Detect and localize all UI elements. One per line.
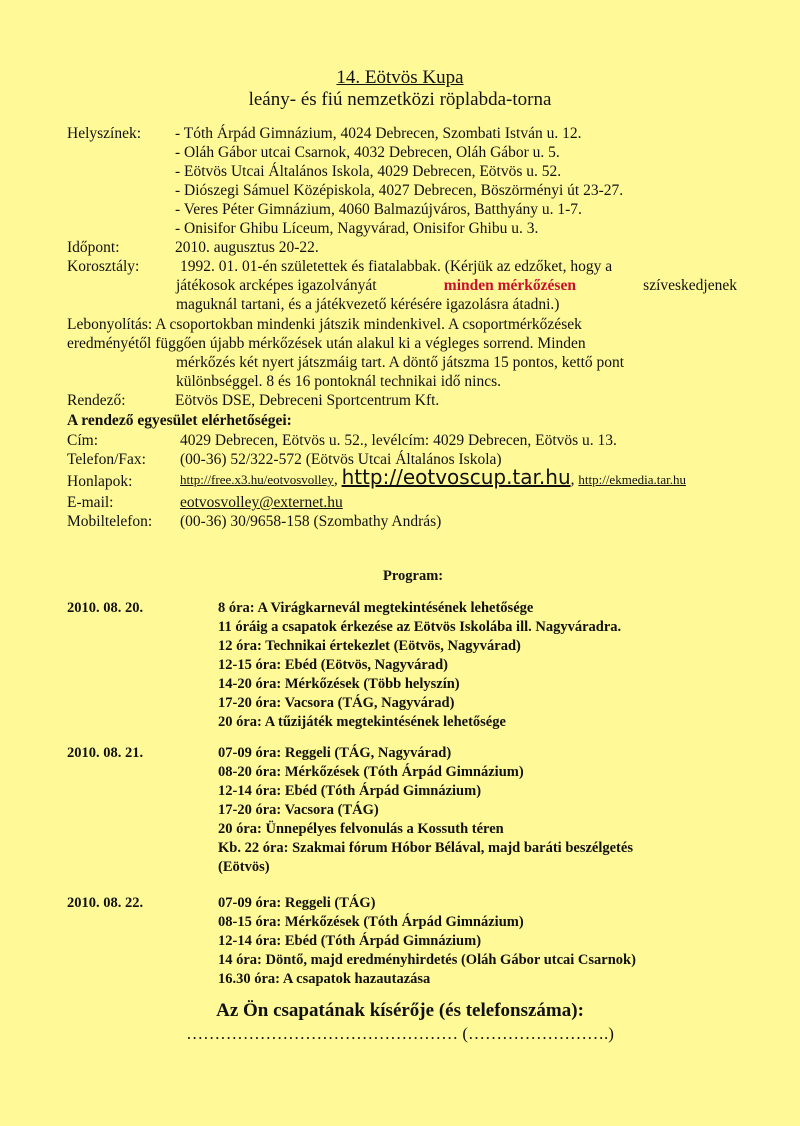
age-text-part: szíveskedjenek — [643, 277, 737, 294]
email-label: E-mail: — [67, 494, 114, 511]
link-separator: , — [570, 471, 575, 488]
program-item: 20 óra: A tűzijáték megtekintésének lehetősége — [218, 714, 506, 730]
program-item: 08-15 óra: Mérkőzések (Tóth Árpád Gimnázium) — [218, 914, 524, 930]
page-title: 14. Eötvös Kupa — [336, 67, 464, 88]
address-label: Cím: — [67, 432, 99, 449]
format-line: eredményétől függően újabb mérkőzések után alakul ki a végleges sorrend. Minden — [67, 335, 586, 352]
program-item: (Eötvös) — [218, 859, 270, 875]
phone-label: Telefon/Fax: — [67, 451, 146, 468]
contacts-heading: A rendező egyesület elérhetőségei: — [67, 412, 292, 429]
address-value: 4029 Debrecen, Eötvös u. 52., levélcím: 4029 Debrecen, Eötvös u. 13. — [180, 432, 617, 449]
highlight-every-match: minden mérkőzésen — [443, 277, 576, 294]
program-item: 12-15 óra: Ebéd (Eötvös, Nagyvárad) — [218, 657, 448, 673]
mobile-value: (00-36) 30/9658-158 (Szombathy András) — [180, 513, 442, 530]
phone-value: (00-36) 52/322-572 (Eötvös Utcai Általános Iskola) — [180, 451, 502, 468]
link-separator: , — [333, 471, 338, 488]
venues-label: Helyszínek: — [67, 125, 142, 142]
page-subtitle: leány- és fiú nemzetközi röplabda-torna — [248, 89, 552, 110]
age-label: Korosztály: — [67, 258, 140, 275]
program-item: 07-09 óra: Reggeli (TÁG) — [218, 895, 376, 911]
organizer-label: Rendező: — [67, 392, 126, 409]
escort-blank-field: ………………………………………… (…………………….) — [186, 1024, 614, 1043]
web-label: Honlapok: — [67, 473, 133, 490]
program-item: 07-09 óra: Reggeli (TÁG, Nagyvárad) — [218, 745, 452, 761]
program-heading: Program: — [383, 568, 444, 584]
program-day-date: 2010. 08. 20. — [67, 600, 144, 616]
venue-line: - Eötvös Utcai Általános Iskola, 4029 Debrecen, Eötvös u. 52. — [175, 163, 562, 180]
program-item: 17-20 óra: Vacsora (TÁG) — [218, 802, 379, 818]
mobile-label: Mobiltelefon: — [67, 513, 153, 530]
format-line: különbséggel. 8 és 16 pontoknál technikai idő nincs. — [176, 373, 502, 390]
date-value: 2010. augusztus 20-22. — [175, 239, 319, 256]
venue-line: - Diószegi Sámuel Középiskola, 4027 Debrecen, Böszörményi út 23-27. — [175, 182, 624, 199]
web-links — [180, 465, 686, 489]
escort-question: Az Ön csapatának kísérője (és telefonszáma): — [216, 1000, 584, 1021]
program-item: 16.30 óra: A csapatok hazautazása — [218, 971, 431, 987]
program-item: 12-14 óra: Ebéd (Tóth Árpád Gimnázium) — [218, 933, 482, 949]
program-item: 17-20 óra: Vacsora (TÁG, Nagyvárad) — [218, 695, 455, 711]
venue-line: - Veres Péter Gimnázium, 4060 Balmazújváros, Batthyány u. 1-7. — [175, 201, 582, 218]
venue-line: - Onisifor Ghibu Líceum, Nagyvárad, Onisifor Ghibu u. 3. — [175, 220, 539, 237]
program-item: 12-14 óra: Ebéd (Tóth Árpád Gimnázium) — [218, 783, 482, 799]
website-link-2[interactable]: http://eotvoscup.tar.hu — [341, 465, 571, 489]
age-text-part: játékosok arcképes igazolványát — [176, 277, 377, 294]
program-day-date: 2010. 08. 22. — [67, 895, 144, 911]
program-item: 11 óráig a csapatok érkezése az Eötvös Iskolába ill. Nagyváradra. — [218, 619, 622, 635]
program-item: 20 óra: Ünnepélyes felvonulás a Kossuth téren — [218, 821, 504, 837]
age-text-line: 1992. 01. 01-én születettek és fiatalabbak. (Kérjük az edzőket, hogy a — [180, 258, 613, 275]
program-day-date: 2010. 08. 21. — [67, 745, 144, 761]
venue-line: - Tóth Árpád Gimnázium, 4024 Debrecen, Szombati István u. 12. — [175, 125, 582, 142]
date-label: Időpont: — [67, 239, 120, 256]
program-item: Kb. 22 óra: Szakmai fórum Hóbor Bélával, majd baráti beszélgetés — [218, 840, 633, 856]
program-item: 08-20 óra: Mérkőzések (Tóth Árpád Gimnázium) — [218, 764, 524, 780]
program-item: 14 óra: Döntő, majd eredményhirdetés (Oláh Gábor utcai Csarnok) — [218, 952, 636, 968]
website-link-3[interactable]: http://ekmedia.tar.hu — [578, 472, 686, 487]
age-text-line — [176, 276, 737, 295]
email-container — [180, 493, 343, 512]
organizer-value: Eötvös DSE, Debreceni Sportcentrum Kft. — [175, 392, 440, 409]
website-link-1[interactable]: http://free.x3.hu/eotvosvolley — [180, 472, 334, 487]
age-text-line: maguknál tartani, és a játékvezető kérésére igazolásra átadni.) — [176, 296, 560, 313]
program-item: 14-20 óra: Mérkőzések (Több helyszín) — [218, 676, 460, 692]
format-line: Lebonyolítás: A csoportokban mindenki játszik mindenkivel. A csoportmérkőzések — [67, 316, 582, 333]
program-item: 12 óra: Technikai értekezlet (Eötvös, Nagyvárad) — [218, 638, 521, 654]
format-line: mérkőzés két nyert játszmáig tart. A döntő játszma 15 pontos, kettő pont — [176, 354, 625, 371]
program-item: 8 óra: A Virágkarnevál megtekintésének lehetősége — [218, 600, 534, 616]
venue-line: - Oláh Gábor utcai Csarnok, 4032 Debrecen, Oláh Gábor u. 5. — [175, 144, 560, 161]
email-link[interactable]: eotvosvolley@externet.hu — [180, 494, 343, 511]
